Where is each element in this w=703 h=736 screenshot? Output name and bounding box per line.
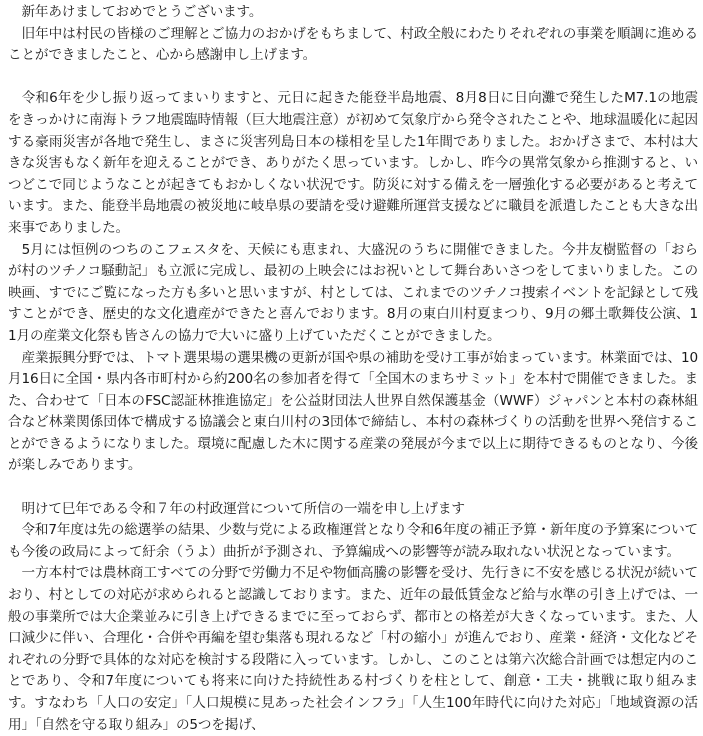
thanks-paragraph: 旧年中は村民の皆様のご理解とご協力のおかげをもちまして、村政全般にわたりそれぞれの事業を順調に進めることができましたこと、心から感謝申し上げます。 bbox=[8, 25, 698, 64]
review-paragraph: 令和6年を少し振り返ってまいりますと、元日に起きた能登半島地震、8月8日に日向灘で発生したM7.1の地震をきっかけに南海トラフ地震臨時情報（巨大地震注意）が初めて気象庁から発令されたことや、地球温暖化に起因する豪雨災害が各地で発生し、まさに災害列島日本の様相を呈した1年間でありました。おかげさまで、本村は大きな災害もなく新年を迎えることができ、ありがたく思っています。しかし、昨今の異常気象から推測すると、いつどこで同じようなことが起きてもおかしくない状況です。防災に対する備えを一層強化する必要があると考えています。また、能登半島地震の被災地に岐阜県の要請を受け避難所運営支援などに職員を派遣したことも大きな出来事でありました。 bbox=[8, 90, 698, 236]
fiscal-year-paragraph: 令和7年度は先の総選挙の結果、少数与党による政権運営となり令和6年度の補正予算・新年度の予算案についても今後の政局によって紆余（うよ）曲折が予測され、予算編成への影響等が読み取れない状況となっています。 bbox=[8, 522, 698, 560]
industry-paragraph: 産業振興分野では、トマト選果場の選果機の更新が国や県の補助を受け工事が始まっています。林業面では、10月16日に全国・県内各市町村から約200名の参加者を得て「全国木のまちサミット」を本村で開催できました。また、合わせて「日本のFSC認証林推進協定」を公益財団法人世界自然保護基金（WWF）ジャパンと本村の森林組合など林業関係団体で構成する協議会と東白川村の3団体で締結し、本村の森林づくりの活動を世界へ発信することができるようになりました。環境に配慮した木に関する産業の発展が今まで以上に期待できるものとなり、今後が楽しみであります。 bbox=[8, 349, 698, 474]
letter-body bbox=[8, 2, 698, 736]
village-outlook-paragraph: 一方本村では農林商工すべての分野で労働力不足や物価高騰の影響を受け、先行きに不安を感じる状況が続いており、村としての対応が求められると認識しております。また、近年の最低賃金など給与水準の引き上げでは、一般の事業所では大企業並みに引き上げできるまでに至っておらず、都市との格差が大きくなっています。また、人口減少に伴い、合理化・合併や再編を望む集落も現れるなど「村の縮小」が進んでおり、産業・経済・文化などそれぞれの分野で具体的な対応を検討する段階に入っています。しかし、このことは第六次総合計画では想定内のことであり、令和7年度についても将来に向けた持続性ある村づくりを柱として、創意・工夫・挑戦に取り組みます。すなわち「人口の安定」「人口規模に見あった社会インフラ」「人生100年時代に向けた対応」「地域資源の活用」「自然を守る取り組み」の5つを掲げ、 bbox=[8, 565, 698, 733]
policy-intro-paragraph: 明けて巳年である令和７年の村政運営について所信の一端を申し上げます bbox=[8, 500, 465, 517]
paragraph-spacer bbox=[8, 67, 698, 89]
greeting-line: 新年あけましておめでとうございます。 bbox=[8, 4, 263, 20]
paragraph-spacer bbox=[8, 477, 698, 499]
festival-paragraph: 5月には恒例のつちのこフェスタを、天候にも恵まれ、大盛況のうちに開催できました。今井友樹監督の「おらが村のツチノコ騒動記」も立派に完成し、最初の上映会にはお祝いとして舞台あいさつをしてまいりました。この映画、すでにご覧になった方も多いと思いますが、村としては、これまでのツチノコ捜索イベントを記録として残すことができ、歴史的な文化遺産ができたと喜んでおります。8月の東白川村夏まつり、9月の郷土歌舞伎公演、11月の産業文化祭も皆さんの協力で大いに盛り上げていただくことができました。 bbox=[8, 241, 698, 344]
